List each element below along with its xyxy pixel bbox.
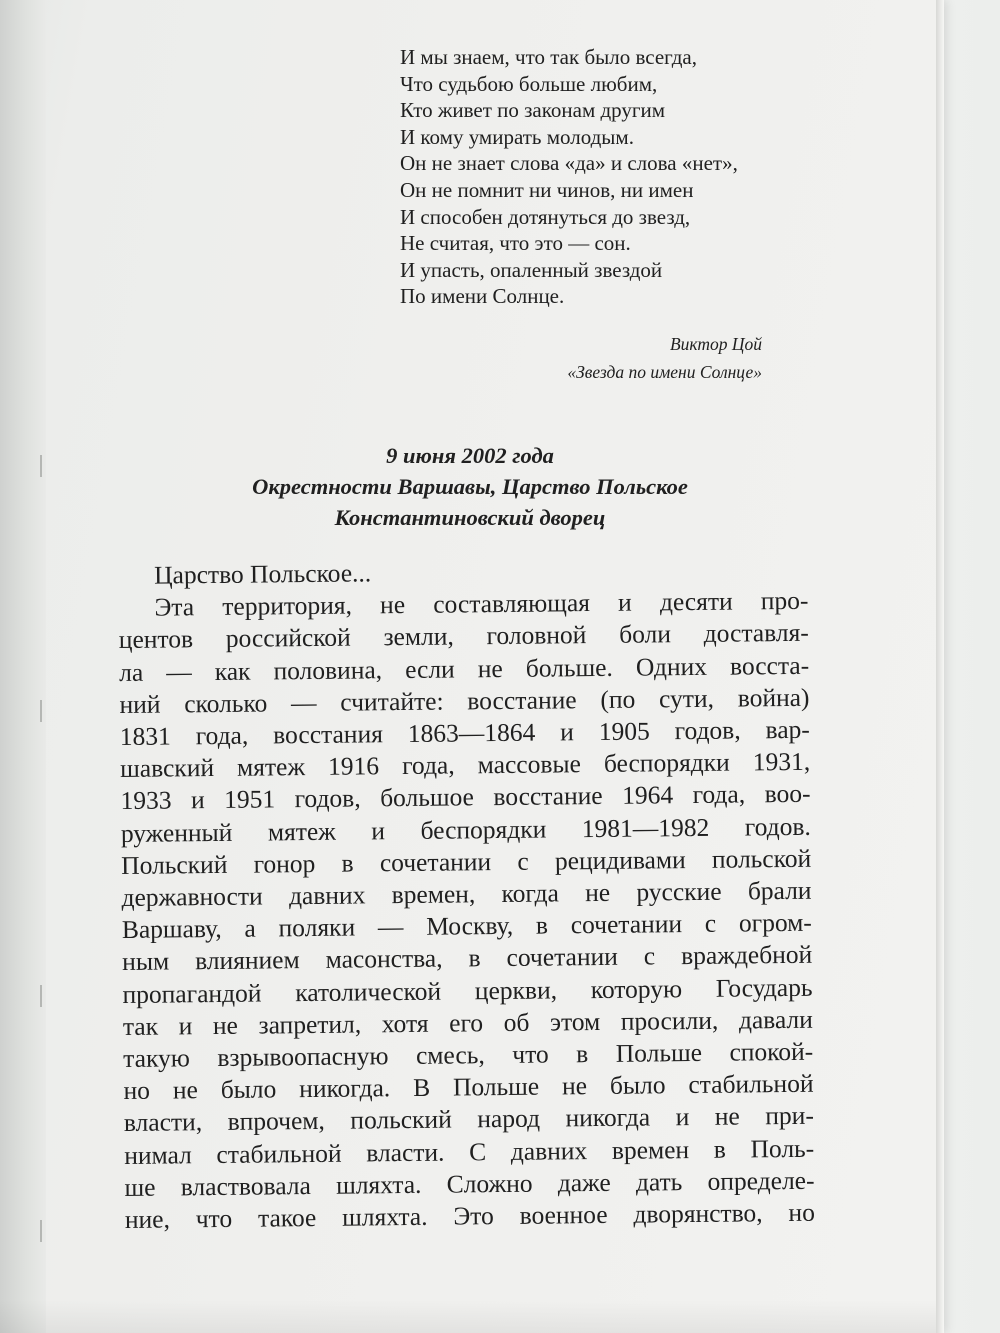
epigraph-author: Виктор Цой — [669, 334, 762, 354]
poem-line: Он не помнит ни чинов, ни имен — [400, 177, 694, 202]
poem-line: И мы знаем, что так было всегда, — [400, 45, 697, 69]
book-spine — [0, 0, 46, 1333]
poem-line: Что судьбою больше любим, — [400, 71, 658, 96]
epigraph-source: «Звезда по имени Солнце» — [567, 362, 762, 382]
text-line: пропагандой католической церкви, которую Государь — [122, 972, 813, 1009]
text-line: Польский гонор в сочетании с рецидивами польской — [121, 843, 812, 880]
text-line: центов российской земли, головной боли доставля- — [118, 618, 809, 655]
heading-building: Константиновский дворец — [334, 505, 606, 530]
poem-line: Не считая, что это — сон. — [400, 231, 631, 256]
text-line: так и не запретил, хотя его об этом просили, давали — [122, 1004, 813, 1041]
chapter-heading — [120, 440, 820, 533]
poem-line: Он не знает слова «да» и слова «нет», — [400, 151, 738, 176]
text-line: но не было никогда. В Польше не было стабильной — [123, 1068, 814, 1106]
text-line: ний сколько — считайте: восстание (по сути, война) — [119, 682, 810, 719]
poem-line: По имени Солнце. — [400, 284, 565, 309]
text-line: власти, впрочем, польский народ никогда и не при- — [123, 1101, 815, 1138]
binding-stitch — [40, 1220, 42, 1242]
poem-line: И упасть, опаленный звездой — [400, 257, 663, 282]
text-line: ние, что такое шляхта. Это военное дворянство, но — [124, 1197, 816, 1235]
heading-place: Окрестности Варшавы, Царство Польское — [252, 474, 688, 499]
text-line: Эта территория, не составляющая и десяти про- — [154, 585, 809, 622]
page-bottom-shadow — [0, 1300, 940, 1333]
text-line: такую взрывоопасную смесь, что в Польше спокой- — [123, 1036, 814, 1074]
text-line: ным влиянием масонства, в сочетании с враждебной — [122, 940, 813, 977]
poem-line: И способен дотянуться до звезд, — [400, 204, 691, 229]
text-line: ше властвовала шляхта. Сложно даже дать определе- — [124, 1165, 815, 1202]
text-line: Варшаву, а поляки — Москву, в сочетании с огром- — [121, 907, 812, 945]
text-line: 1933 и 1951 годов, большое восстание 1964 года, воо- — [120, 779, 811, 816]
binding-stitch — [40, 455, 42, 477]
text-line: шавский мятеж 1916 года, массовые беспорядки 1931, — [120, 746, 811, 784]
text-line: державности давних времен, когда не русские брали — [121, 875, 812, 913]
text-line: руженный мятеж и беспорядки 1981—1982 годов. — [120, 811, 811, 848]
text-line: нимал стабильной власти. С давних времен в Поль- — [124, 1133, 815, 1170]
poem-line: И кому умирать молодым. — [400, 124, 634, 149]
epigraph-poem — [400, 44, 820, 310]
page-edge — [936, 0, 944, 1333]
binding-stitch — [40, 985, 42, 1007]
epigraph-attribution — [567, 330, 762, 386]
body-paragraphs — [118, 553, 815, 1236]
text-line: Царство Польское... — [154, 558, 372, 590]
poem-line: Кто живет по законам другим — [400, 98, 666, 123]
heading-date: 9 июня 2002 года — [386, 443, 554, 468]
binding-stitch — [40, 700, 42, 722]
text-line: 1831 года, восстания 1863—1864 и 1905 годов, вар- — [119, 714, 810, 752]
text-line: ла — как половина, если не больше. Одних восста- — [119, 650, 810, 687]
